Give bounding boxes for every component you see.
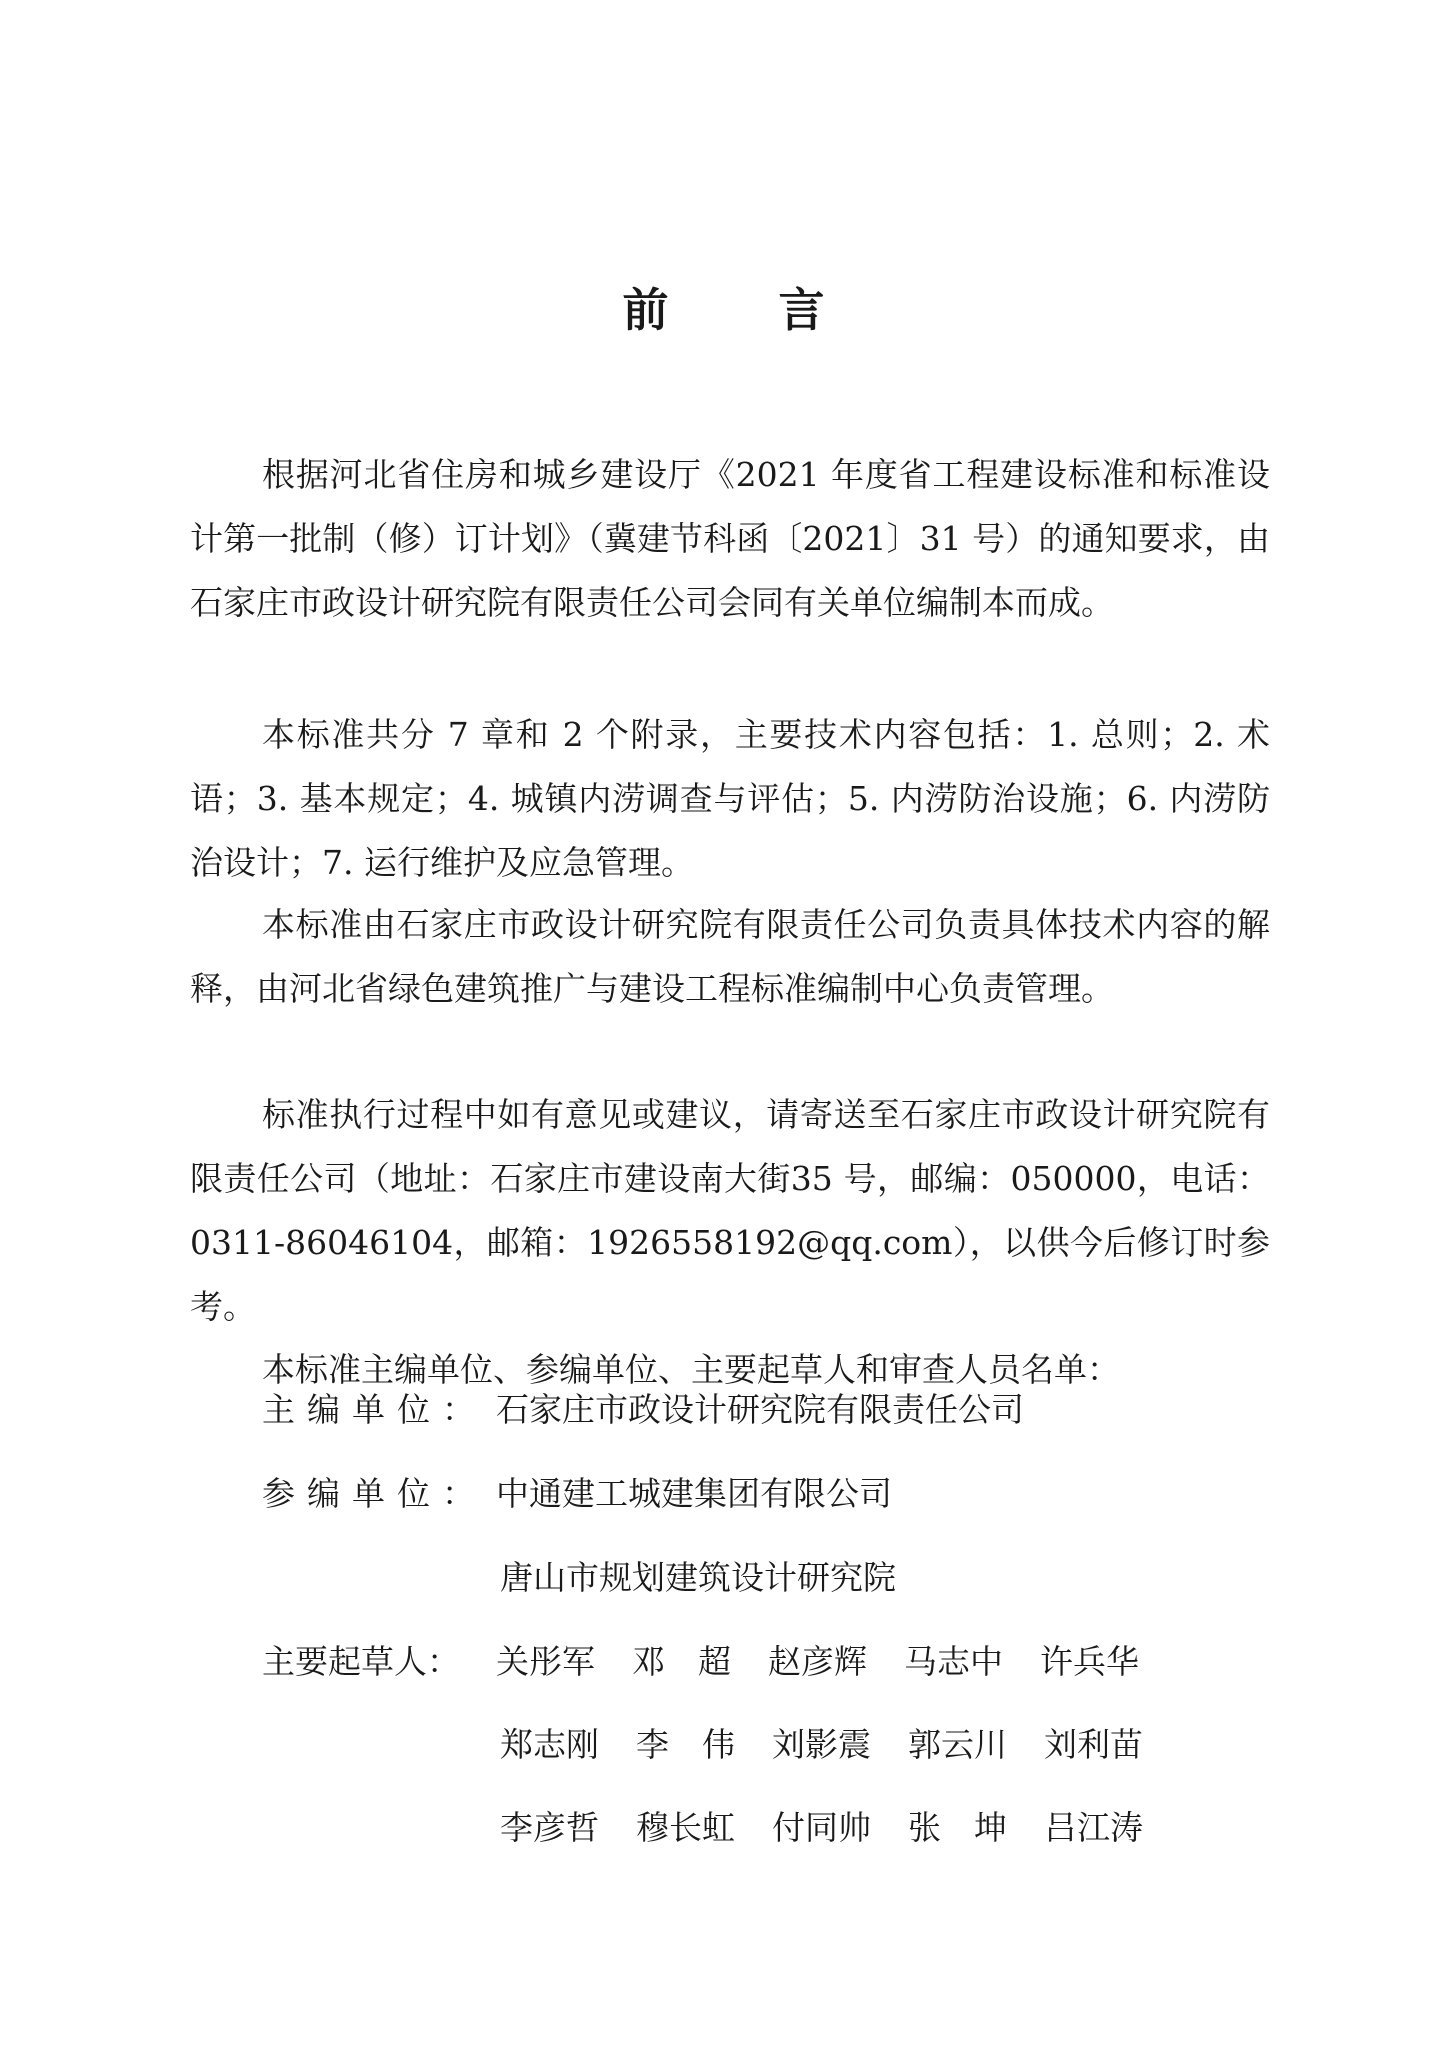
drafter-name: 穆长虹 bbox=[636, 1808, 735, 1847]
participating-unit-value: 中通建工城建集团有限公司 bbox=[496, 1474, 892, 1513]
drafter-name: 郭云川 bbox=[908, 1725, 1007, 1764]
drafters-label: 主要起草人： bbox=[262, 1642, 460, 1681]
drafter-name: 马志中 bbox=[904, 1642, 1003, 1681]
drafters-row bbox=[500, 1713, 1180, 1777]
participating-unit-value: 唐山市规划建筑设计研究院 bbox=[500, 1558, 896, 1597]
paragraph-feedback: 标准执行过程中如有意见或建议，请寄送至石家庄市政设计研究院有限责任公司（地址：石家庄市建设南大街35 号，邮编：050000，电话：0311-86046104，邮箱：1926558192@qq.com），以供今后修订时参考。 bbox=[190, 1095, 1270, 1326]
drafter-name: 邓 超 bbox=[632, 1642, 731, 1681]
drafter-name: 刘利苗 bbox=[1044, 1725, 1143, 1764]
drafter-name: 关彤军 bbox=[496, 1642, 595, 1681]
paragraph-interpretation: 本标准由石家庄市政设计研究院有限责任公司负责具体技术内容的解释，由河北省绿色建筑推广与建设工程标准编制中心负责管理。 bbox=[190, 905, 1270, 1008]
drafters-names bbox=[500, 1796, 1180, 1860]
drafter-name: 李彦哲 bbox=[500, 1808, 599, 1847]
page-title: 前言 bbox=[622, 283, 935, 337]
chief-unit-value: 石家庄市政设计研究院有限责任公司 bbox=[496, 1390, 1024, 1429]
drafter-name: 付同帅 bbox=[772, 1808, 871, 1847]
drafter-name: 吕江涛 bbox=[1044, 1808, 1143, 1847]
chief-unit-row bbox=[262, 1378, 1024, 1442]
drafter-name: 李 伟 bbox=[636, 1725, 735, 1764]
drafters-row bbox=[262, 1630, 1176, 1694]
drafter-name: 刘影震 bbox=[772, 1725, 871, 1764]
drafters-row bbox=[500, 1796, 1180, 1860]
drafter-name: 郑志刚 bbox=[500, 1725, 599, 1764]
paragraph-list-intro: 本标准主编单位、参编单位、主要起草人和审查人员名单： bbox=[262, 1350, 1120, 1389]
participating-unit-row bbox=[500, 1546, 896, 1610]
paragraph-basis: 根据河北省住房和城乡建设厅《2021 年度省工程建设标准和标准设计第一批制（修）订计划》（冀建节科函〔2021〕31 号）的通知要求，由石家庄市政设计研究院有限责任公司会同有关单位编制本而成。 bbox=[190, 455, 1270, 622]
paragraph-contents: 本标准共分 7 章和 2 个附录，主要技术内容包括：1. 总则；2. 术语；3. 基本规定；4. 城镇内涝调查与评估；5. 内涝防治设施；6. 内涝防治设计；7. 运行维护及应急管理。 bbox=[190, 715, 1270, 882]
drafters-names bbox=[496, 1630, 1176, 1694]
drafter-name: 赵彦辉 bbox=[768, 1642, 867, 1681]
drafter-name: 许兵华 bbox=[1040, 1642, 1139, 1681]
chief-unit-label: 主编单位： bbox=[262, 1390, 487, 1429]
drafters-names bbox=[500, 1713, 1180, 1777]
participating-unit-row bbox=[262, 1462, 892, 1526]
participating-unit-label: 参编单位： bbox=[262, 1474, 487, 1513]
drafter-name: 张 坤 bbox=[908, 1808, 1007, 1847]
